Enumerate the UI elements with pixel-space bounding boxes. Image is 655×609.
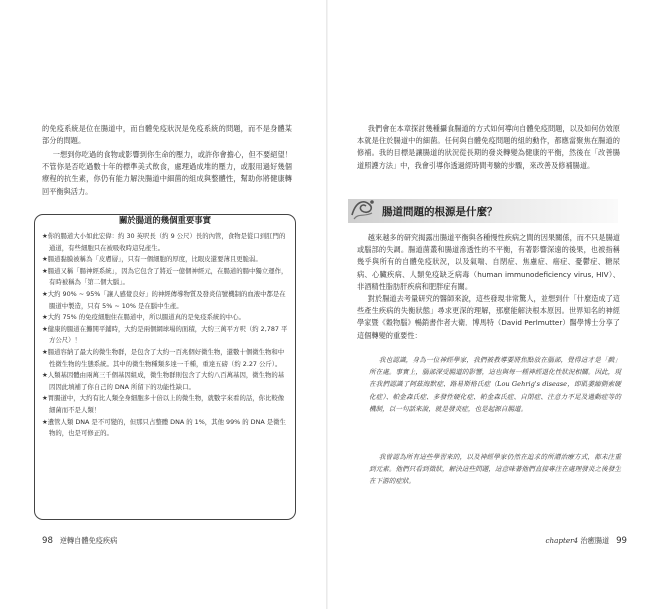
page-number: 99 [616, 536, 627, 546]
body-paragraph-1: 越來越多的研究揭露出腸道平衡與各種慢性疾病之間的因果關係，而不只是腸道或腦部的失調。腸道菌叢和腸道滲透性的不平衡，有著影響深遠的後果，也被指稱幾乎與所有的自體免疫狀況，以及氣喘、自閉症、焦慮症、癌症、憂鬱症、糖尿病、心臟疾病、人類免疫缺乏病毒（human immunodeficiency virus, HIV）、非酒精性脂肪肝疾病和肥胖症有關。 [357, 233, 620, 291]
facts-box-title: 關於腸道的幾個重要事實 [113, 215, 217, 225]
quote-paragraph-2: 我曾認為所有這些學習來的，以及神經學家仍然在追求的所謂治療方式，都未注重到元素。他們只看到徵狀，解決這些問題，這意味著他們直接專注在處理發炎之後發生在下游的症狀。 [369, 453, 621, 486]
fact-item: ★腸道又稱「腸神經系統」，因為它包含了將近一億個神經元，在腸道的腸中獨立運作，有時被稱為「第二個大腦」。 [42, 266, 288, 287]
quote-paragraph-1: 我也認識，身為一位神經學家，我們被教導要將焦點放在腦部，覺得這才是「戲」所在處。事實上，腦部深受腸道的影響，這也與每一種神經退化性狀況相關。因此，現在我們認識了阿茲海默症、路易斯格氏症（Lou Gehrig's disease，即肌萎縮側索硬化症）、帕金森氏症、多發性硬化症、帕金森氏症、自閉症、注意力不足及過動症等的機制，以一句話來說，就是發炎症，也是起源自腸道。 [369, 356, 621, 413]
fact-item: ★大約 75% 的免疫細胞住在腸道中，所以腸道真的是免疫系統的中心。 [42, 313, 245, 322]
left-folio [42, 536, 117, 609]
book-title: 逆轉自體免疫疾病 [59, 536, 118, 545]
section-heading: 腸道問題的根源是什麼？ [382, 206, 498, 218]
facts-list [42, 231, 288, 440]
fact-item: ★你的腸道大小如此宏偉：約 30 英呎長（約 9 公尺）長的內管，食物是從口到肛門的通道，有些細胞只在被吸收時這兒產生。 [42, 232, 286, 252]
fact-item: ★腸道容納了最大的微生物群，是包含了大約一百兆個好微生物，還數十個微生物和中性微生物的生態系統。其中的微生物種類多達一千種，重達五磅（約 2.27 公斤）。 [42, 347, 285, 368]
section-heading-bar [348, 199, 618, 223]
intro-paragraph-1: 的免疫系統是位在腸道中，而自體免疫狀況是免疫系統的問題，而不是身體某部分的問題。 [42, 124, 292, 146]
right-intro-paragraph: 我們會在本章探討幾種攝食腸道的方式如何導向自體免疫問題，以及如何仿效原本就是住於腸道中的細菌。任何與自體免疫問題的組的動作，都應當聚焦在腸道的修補。我的目標是讓腸道的狀況從長期的發炎轉變為健康的平衡，然後在「改善腸道照護方法」中，我會引導你透過經時間考驗的步驟，來改善及修補腸道。 [357, 124, 620, 170]
fact-item: ★腸道黏膜被稱為「皮膚層」，只有一個細胞的厚度，比眼皮還要薄且更脆弱。 [42, 255, 262, 264]
chapter-title: 治癒腸道 [580, 536, 610, 545]
fact-item: ★大約 90% ~ 95%「讓人感覺良好」的神經傳導物質及發炎信號機制的血液中都是在腸道中製造，只有 5% ~ 10% 是在腦中生產。 [42, 289, 286, 310]
fact-item: ★健康的腸道在攤開平鋪時，大約是兩個網球場的面積，大約三萬平方呎（約 2,787 平方公尺）！ [42, 324, 288, 345]
flourish-icon [348, 195, 378, 225]
right-folio [545, 536, 627, 609]
fact-item: ★人類基因體由兩萬三千個基因組成，微生物群則包含了大約八百萬基因，微生物的基因因此填補了你自己的 DNA 所留下的功能性缺口。 [42, 371, 285, 391]
right-page [328, 0, 655, 609]
fact-item: ★胃腸道中，大約有比人類全身細胞多十倍以上的微生物，就數字來看的話，你比較像細菌而不是人類！ [42, 394, 285, 414]
body-paragraph-2: 對於腸道去考量研究的醫師來說，這些發現非常驚人，並想到什「什麼造成了這些產生疾病的失衡狀態」尋求更深的理解，那麼能解決根本原因。世界知名的神經學家暨《穀物腦》暢銷書作者大衛．博馬特（David Perlmutter）醫學博士分享了這個轉變的重要性： [357, 294, 620, 340]
left-page [0, 0, 327, 609]
page-number: 98 [42, 536, 53, 546]
chapter-label: chapter4 [545, 536, 579, 545]
fact-item: ★遺管人類 DNA 是不可變的，但那只占整體 DNA 的 1%，其他 99% 的 DNA 是微生物的，也是可修正的。 [42, 417, 286, 438]
important-facts-box [34, 214, 296, 520]
intro-paragraph-2: 一想到你吃過的食物或影響到你生命的壓力，或許你會擔心，但不要絕望！不管你是否吃過數十年的標準美式飲食，處理過成堆的壓力，或服用過好幾個療程的抗生素，你仍有能力解決腸道中細菌的組成與整體性，幫助你將健康轉回平衡與活力。 [42, 150, 292, 196]
